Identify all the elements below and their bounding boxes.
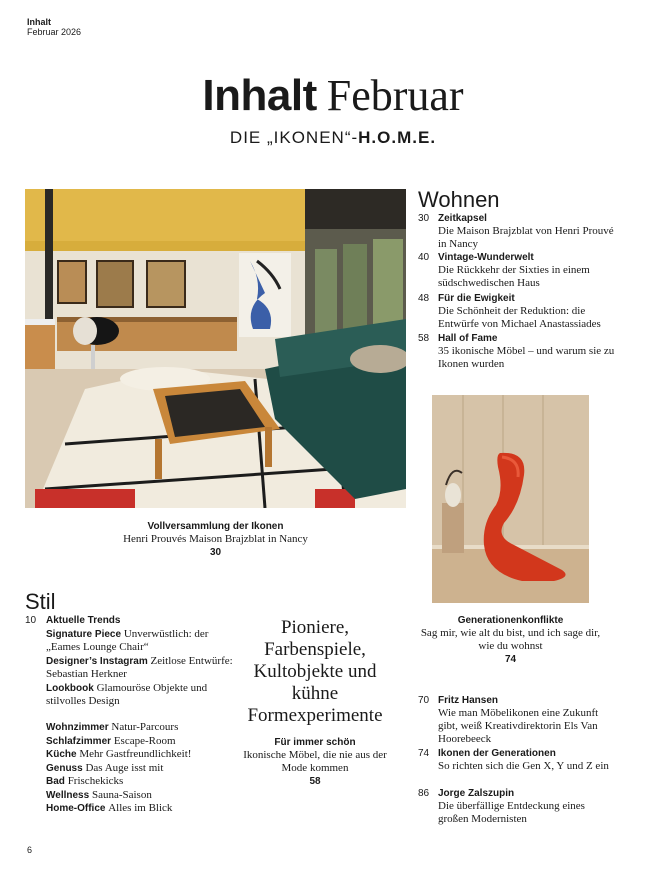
list-item-text: Alles im Blick: [108, 802, 173, 814]
list-item[interactable]: [46, 655, 236, 682]
list-item-label: Home-Office: [46, 803, 106, 814]
toc-entry-text: Die überfällige Entdeckung eines großen Modernisten: [438, 800, 585, 825]
panton-chair-photo[interactable]: [432, 395, 589, 603]
toc-entry-title: Für die Ewigkeit: [438, 293, 515, 304]
feature-title: Pioniere, Farbenspiele, Kultobjekte und kühne Formexperimente: [247, 617, 383, 726]
caption-chair-title: Generationenkonflikte: [457, 615, 564, 626]
list-item-label: Bad: [46, 776, 65, 787]
page-subtitle: [0, 128, 666, 148]
caption-chair: [420, 614, 601, 666]
list-item-text: Unverwüstlich: der „Eames Lounge Chair“: [46, 627, 209, 653]
list-item-text: Das Auge isst mit: [85, 761, 164, 774]
toc-entry-page: 30: [418, 213, 430, 224]
list-item-label: Schlafzimmer: [46, 735, 112, 747]
feature-page: 58: [309, 776, 321, 787]
list-item-label: Lookbook: [46, 682, 94, 694]
list-item[interactable]: [46, 775, 236, 789]
living-room-photo[interactable]: [25, 189, 406, 508]
section-label: Inhalt: [27, 17, 51, 27]
feature-heading: Für immer schön: [274, 737, 356, 748]
toc-entry-page: 74: [418, 748, 430, 759]
toc-entry-text: Die Maison Brajzblat von Henri Prouvé in Nancy: [438, 225, 614, 250]
toc-entry-text: 35 ikonische Möbel – und warum sie zu Ikonen wurden: [438, 345, 615, 370]
section-heading-wohnen: Wohnen: [418, 187, 500, 212]
toc-entry-title: Vintage-Wunderwelt: [438, 252, 534, 263]
list-item-label: Designer’s Instagram: [46, 655, 148, 667]
feature-text: Ikonische Möbel, die nie aus der Mode kommen: [243, 749, 387, 774]
list-item[interactable]: [46, 682, 236, 709]
caption-main: [25, 520, 406, 559]
toc-entry-title: Jorge Zalszupin: [438, 788, 515, 799]
toc-entry-page: 58: [418, 333, 430, 344]
issue-date: Februar 2026: [27, 27, 82, 37]
toc-entry-title: Ikonen der Generationen: [438, 748, 556, 759]
caption-main-page[interactable]: 30: [209, 547, 222, 558]
list-item-text: Frischekicks: [67, 775, 124, 787]
toc-entry-page: 48: [418, 293, 430, 304]
list-item[interactable]: [46, 721, 236, 735]
page-title-part1: Inhalt: [202, 71, 317, 120]
toc-entry-page: 70: [418, 695, 430, 706]
caption-main-text: Henri Prouvés Maison Brajzblat in Nancy: [123, 533, 308, 545]
list-item-label: Küche: [46, 749, 77, 760]
list-item-text: Zeitlose Entwürfe: Sebastian Herkner: [46, 654, 233, 680]
list-item[interactable]: [46, 802, 236, 816]
list-item[interactable]: [46, 748, 236, 762]
list-item[interactable]: [46, 628, 236, 655]
section-heading-stil: Stil: [25, 589, 56, 614]
stil-list-2: [46, 721, 236, 816]
page-subtitle-part2: H.O.M.E.: [358, 128, 437, 147]
toc-entry-text: Die Rückkehr der Sixties in einem südschwedischen Haus: [438, 264, 590, 289]
list-item-label: Wohnzimmer: [46, 722, 109, 733]
list-item-label: Aktuelle Trends: [46, 615, 121, 626]
list-item-label: Wellness: [46, 789, 90, 801]
list-item-text: Glamouröse Objekte und stilvolles Design: [46, 681, 208, 707]
list-item-text: Sauna-Saison: [91, 788, 152, 801]
page-title: [0, 70, 666, 122]
list-item-text: Escape-Room: [113, 734, 176, 747]
list-item-text: Mehr Gastfreundlichkeit!: [79, 748, 192, 760]
list-item[interactable]: [46, 762, 236, 776]
toc-entry-title: Fritz Hansen: [438, 695, 499, 706]
toc-entry-page: 40: [418, 252, 430, 263]
toc-entry-text: Wie man Möbelikonen eine Zukunft gibt, weiß Kreativdirektorin Els Van Hoorebeeck: [438, 707, 599, 745]
list-item-text: Natur-Parcours: [111, 721, 179, 733]
list-item-label: Signature Piece: [46, 628, 122, 640]
toc-entry-text: Die Schönheit der Reduktion: die Entwürfe von Michael Anastassiades: [438, 305, 601, 330]
feature-teaser[interactable]: [230, 617, 400, 788]
caption-main-title: Vollversammlung der Ikonen: [147, 521, 284, 532]
list-item[interactable]: [46, 614, 236, 628]
toc-entry-page: 86: [418, 788, 430, 799]
caption-chair-page[interactable]: 74: [504, 654, 517, 665]
page-number: 6: [27, 845, 33, 855]
page-title-part2: Februar: [326, 71, 464, 120]
stil-list-1: [46, 614, 236, 709]
list-item-label: Genuss: [46, 762, 83, 774]
toc-entry-title: Hall of Fame: [438, 333, 498, 344]
toc-entry-title: Zeitkapsel: [438, 213, 487, 224]
list-item[interactable]: [46, 735, 236, 749]
list-item[interactable]: [46, 789, 236, 803]
stil-page[interactable]: 10: [25, 615, 37, 626]
caption-chair-text: Sag mir, wie alt du bist, und ich sage dir, wie du wohnst: [420, 627, 601, 652]
page-subtitle-part1: DIE „IKONEN“-: [229, 128, 359, 147]
toc-entry-text: So richten sich die Gen X, Y und Z ein: [438, 760, 609, 772]
